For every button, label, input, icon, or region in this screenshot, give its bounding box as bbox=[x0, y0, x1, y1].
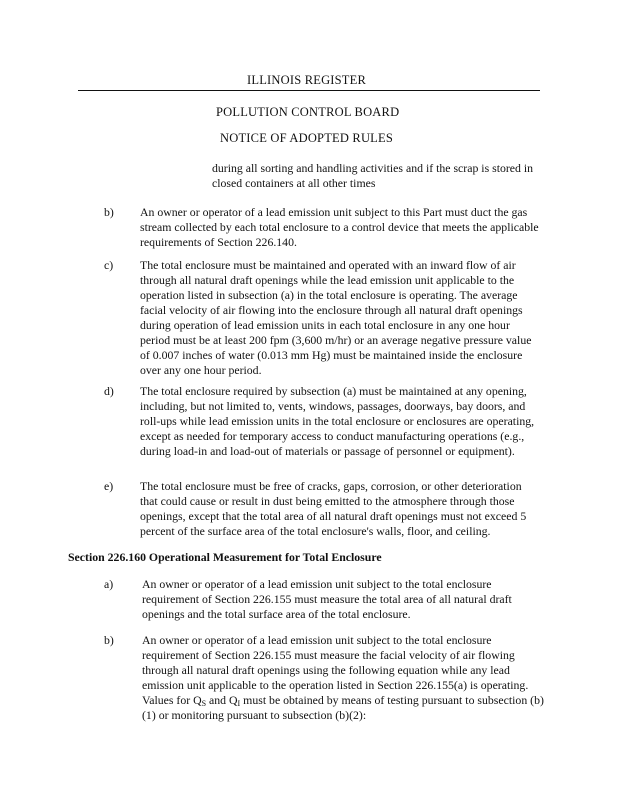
item-e-label: e) bbox=[104, 479, 114, 493]
item-d-text: The total enclosure required by subsection (a) must be maintained at any opening, including, but not limited to, vents, windows, passages, doorways, bay doors, and roll-ups while lead emission units in the total enclosure or enclosures are operating, except as needed for temporary access to conduct manufacturing operations (e.g., during load-in and load-out of materials or passage of personnel or equipment). bbox=[140, 384, 535, 458]
section-b-text: An owner or operator of a lead emission unit subject to the total enclosure requirement of Section 226.155 must measure the facial velocity of air flowing through all natural draft openings using the following equation while any lead emission unit applicable to the operation listed in Section 226.155(a) is operating. Values for $Q_S$ and $Q_I$ must be obtained by means of testing pursuant to subsection (b)(1) or monitoring pursuant to subsection (b)(2): bbox=[142, 633, 544, 722]
section-heading: Section 226.160 Operational Measurement for Total Enclosure bbox=[68, 550, 382, 564]
item-b-label: b) bbox=[104, 205, 114, 219]
section-a-text: An owner or operator of a lead emission unit subject to the total enclosure requirement of Section 226.155 must measure the total area of all natural draft openings and the total surface area of the total enclosure. bbox=[142, 577, 512, 621]
notice-title: NOTICE OF ADOPTED RULES bbox=[220, 131, 394, 145]
register-title: ILLINOIS REGISTER bbox=[247, 73, 367, 87]
item-d-label: d) bbox=[104, 384, 114, 398]
item-e-text: The total enclosure must be free of cracks, gaps, corrosion, or other deterioration that could cause or result in dust being emitted to the atmosphere through those openings, except that the total area of all natural draft openings must not exceed 5 percent of the surface area of the total enclosure's walls, floor, and ceiling. bbox=[140, 479, 527, 538]
section-b-label: b) bbox=[104, 633, 114, 647]
item-c-text: The total enclosure must be maintained and operated with an inward flow of air through all natural draft openings while the lead emission unit applicable to the operation listed in subsection (a) in the total enclosure is operating. The average facial velocity of air flowing into the enclosure through all natural draft openings during operation of lead emission units in each total enclosure in any one hour period must be at least 200 fpm (3,600 m/hr) or an average negative pressure value of 0.007 inches of water (0.013 mm Hg) must be maintained inside the enclosure over any one hour period. bbox=[140, 258, 532, 377]
continuation-text: during all sorting and handling activities and if the scrap is stored in closed containers at all other times bbox=[212, 161, 534, 190]
item-b-text: An owner or operator of a lead emission unit subject to this Part must duct the gas stream collected by each total enclosure to a control device that meets the applicable requirements of Section 226.140. bbox=[140, 205, 539, 249]
section-a-label: a) bbox=[104, 577, 114, 591]
subscript-s: S bbox=[201, 699, 207, 708]
board-title: POLLUTION CONTROL BOARD bbox=[216, 105, 400, 119]
subscript-i: I bbox=[237, 699, 241, 708]
header-rule bbox=[78, 90, 540, 91]
item-c-label: c) bbox=[104, 258, 114, 272]
